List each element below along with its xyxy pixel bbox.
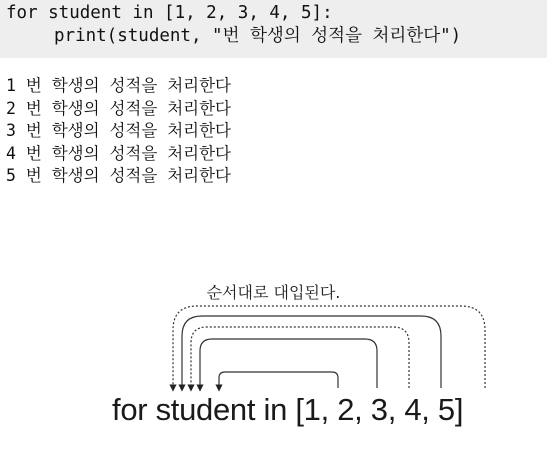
output-line: 1 번 학생의 성적을 처리한다 [6,76,231,95]
arrow-loop-1 [219,372,338,388]
output-line: 2 번 학생의 성적을 처리한다 [6,98,231,118]
arrow-loop-2 [200,339,377,388]
arrow-loop-3 [191,327,409,388]
code-block [0,0,547,58]
code-line-print: print(student, "번 학생의 성적을 처리한다") [54,26,462,46]
diagram-caption: 순서대로 대입된다. [206,283,341,302]
output-line: 5 번 학생의 성적을 처리한다 [6,166,231,185]
iteration-diagram [0,272,547,471]
output-block [6,75,231,188]
diagram-code: for student in [1, 2, 3, 4, 5] [112,392,464,427]
output-line: 3 번 학생의 성적을 처리한다 [6,121,231,140]
code-line-for: for student in [1, 2, 3, 4, 5]: [6,3,333,23]
output-line: 4 번 학생의 성적을 처리한다 [6,143,231,163]
